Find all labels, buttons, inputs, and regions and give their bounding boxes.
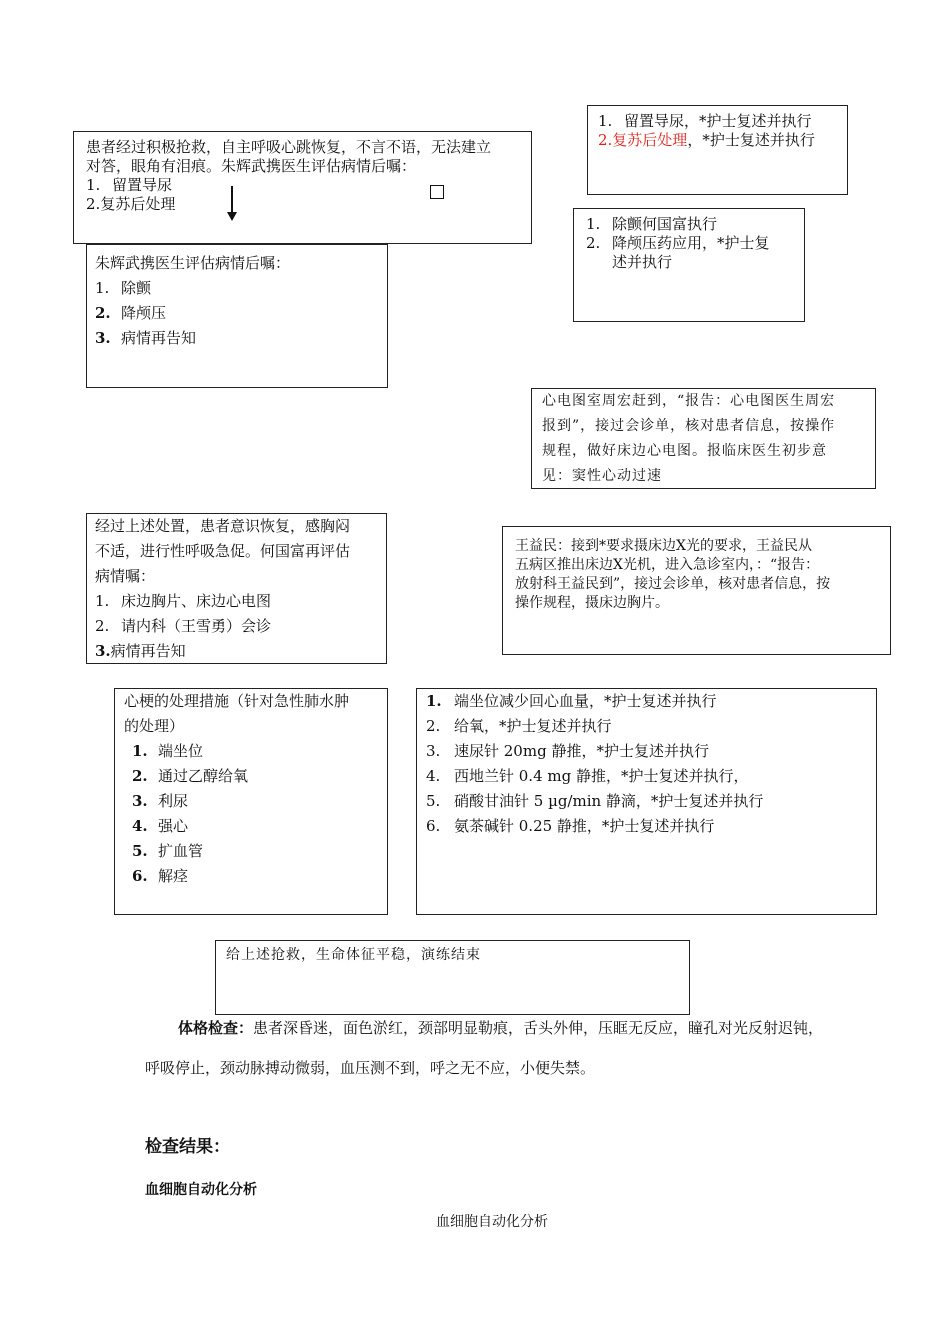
item-text: 通过乙醇给氧 [158, 767, 249, 785]
status-item [86, 195, 531, 214]
ecg-line: 规程，做好床边心电图。报临床医生初步意 [542, 443, 827, 459]
item-text: 速尿针 20mg 静推，*护士复述并执行 [454, 742, 709, 760]
xray-line: 放射科王益民到”，接过会诊单，核对患者信息，按 [515, 576, 831, 592]
doctor-orders-box [86, 244, 388, 388]
results-subheading: 血细胞自动化分析 [145, 1182, 257, 1198]
item-text: 床边胸片、床边心电图 [121, 592, 272, 610]
list-item [124, 814, 387, 839]
item-num: 1. [132, 742, 148, 760]
item-text: 利尿 [158, 792, 189, 810]
item-text: 强心 [158, 817, 189, 835]
reassess-line: 病情嘱： [95, 567, 156, 585]
item-text: 扩血管 [158, 842, 204, 860]
item-text: 述并执行 [612, 253, 673, 271]
item-num: 2. [86, 195, 101, 213]
table-caption: 血细胞自动化分析 [436, 1214, 548, 1230]
ecg-line: 心电图室周宏赶到，“报告：心电图医生周宏 [542, 393, 836, 409]
list-item [124, 739, 387, 764]
mi-title: 的处理） [124, 717, 185, 735]
results-heading: 检查结果： [145, 1137, 230, 1157]
item-text: 复苏后处理 [100, 195, 176, 213]
item-num: 1. [95, 279, 110, 297]
order-line-2 [598, 131, 847, 150]
drill-end-box [215, 940, 690, 1015]
order-text: ，*护士复述并执行 [687, 131, 815, 149]
patient-status-box [73, 131, 532, 244]
ecg-line: 见：窦性心动过速 [542, 468, 662, 484]
down-arrow-icon [227, 186, 237, 222]
list-item [426, 789, 876, 814]
list-item [124, 789, 387, 814]
list-item [95, 589, 386, 614]
list-item [586, 234, 804, 253]
list-item [95, 301, 387, 326]
item-num: 2. [132, 767, 148, 785]
status-line-1: 患者经过积极抢救，自主呼吸心跳恢复，不言不语，无法建立 [86, 138, 492, 156]
exam-text: 呼吸停止，颈动脉搏动微弱，血压测不到，呼之无不应，小便失禁。 [145, 1059, 596, 1077]
item-num: 1. [586, 215, 601, 233]
list-item [586, 215, 804, 234]
item-text: 端坐位减少回心血量，*护士复述并执行 [454, 692, 717, 710]
exam-label: 体格检查： [178, 1019, 254, 1037]
box-title: 朱辉武携医生评估病情后嘱： [95, 254, 291, 272]
list-item [95, 276, 387, 301]
list-item [426, 764, 876, 789]
treatment-box [416, 688, 877, 915]
list-item [95, 639, 386, 664]
exam-text: 患者深昏迷，面色淤红，颈部明显勒痕，舌头外伸，压眶无反应，瞳孔对光反射迟钝， [253, 1019, 824, 1037]
xray-line: 操作规程，摄床边胸片。 [515, 595, 669, 611]
item-num: 3. [95, 329, 111, 347]
list-item [426, 714, 876, 739]
item-text: 病情再告知 [110, 642, 186, 660]
reassess-line: 不适，进行性呼吸急促。何国富再评估 [95, 542, 351, 560]
item-num: 3. [132, 792, 148, 810]
defib-order-box [573, 208, 805, 322]
item-num: 6. [426, 817, 441, 835]
item-num: 2. [426, 717, 441, 735]
list-item [124, 839, 387, 864]
item-num: 1. [95, 592, 110, 610]
order-line-1 [598, 112, 847, 131]
item-num: 2. [586, 234, 601, 252]
item-text: 氨茶碱针 0.25 静推，*护士复述并执行 [454, 817, 715, 835]
list-item [95, 326, 387, 351]
mi-measures-box [114, 688, 388, 915]
item-text: 降颅压药应用，*护士复 [612, 234, 770, 252]
item-text: 端坐位 [158, 742, 204, 760]
item-num: 5. [426, 792, 441, 810]
order-num: 1. [598, 112, 613, 130]
list-item [586, 253, 804, 272]
item-text: 给氧，*护士复述并执行 [454, 717, 612, 735]
end-text: 给上述抢救，生命体征平稳，演练结束 [226, 947, 481, 963]
item-text: 病情再告知 [121, 329, 197, 347]
list-item [426, 689, 876, 714]
mi-title: 心梗的处理措施（针对急性肺水肿 [124, 692, 350, 710]
item-text: 请内科（王雪勇）会诊 [121, 617, 272, 635]
xray-report-box [502, 526, 891, 655]
item-num: 4. [426, 767, 441, 785]
top-right-order-box [587, 105, 848, 195]
item-num: 3. [426, 742, 441, 760]
red-highlight: 2.复苏后处理 [598, 131, 688, 149]
physical-exam-line-1 [178, 1017, 823, 1038]
item-text: 降颅压 [121, 304, 167, 322]
item-num: 3. [95, 642, 111, 660]
item-text: 硝酸甘油针 5 µg/min 静滴，*护士复述并执行 [454, 792, 764, 810]
ecg-line: 报到”，接过会诊单，核对患者信息，按操作 [542, 418, 836, 434]
item-text: 留置导尿 [112, 176, 173, 194]
item-num: 6. [132, 867, 148, 885]
list-item [426, 814, 876, 839]
item-num: 2. [95, 617, 110, 635]
list-item [426, 739, 876, 764]
list-item [124, 764, 387, 789]
item-num: 4. [132, 817, 148, 835]
xray-line: 五病区推出床边X光机，进入急诊室内，：“报告： [515, 557, 820, 573]
physical-exam-line-2 [145, 1057, 595, 1078]
list-item [95, 614, 386, 639]
reassessment-box [86, 513, 387, 664]
item-num: 1. [426, 692, 442, 710]
item-num: 1. [86, 176, 101, 194]
status-item [86, 176, 531, 195]
reassess-line: 经过上述处置，患者意识恢复，感胸闷 [95, 517, 351, 535]
xray-line: 王益民：接到*要求摄床边X光的要求，王益民从 [515, 538, 812, 554]
item-text: 除颤何国富执行 [612, 215, 718, 233]
status-line-2: 对答，眼角有泪痕。朱辉武携医生评估病情后嘱： [86, 157, 417, 175]
item-text: 除颤 [121, 279, 152, 297]
item-num: 2. [95, 304, 111, 322]
order-text: 留置导尿，*护士复述并执行 [624, 112, 812, 130]
checkbox-icon [430, 185, 444, 199]
item-text: 西地兰针 0.4 mg 静推，*护士复述并执行， [454, 767, 749, 785]
list-item [124, 864, 387, 889]
item-text: 解痉 [158, 867, 189, 885]
ecg-report-box [531, 388, 876, 489]
item-num: 5. [132, 842, 148, 860]
